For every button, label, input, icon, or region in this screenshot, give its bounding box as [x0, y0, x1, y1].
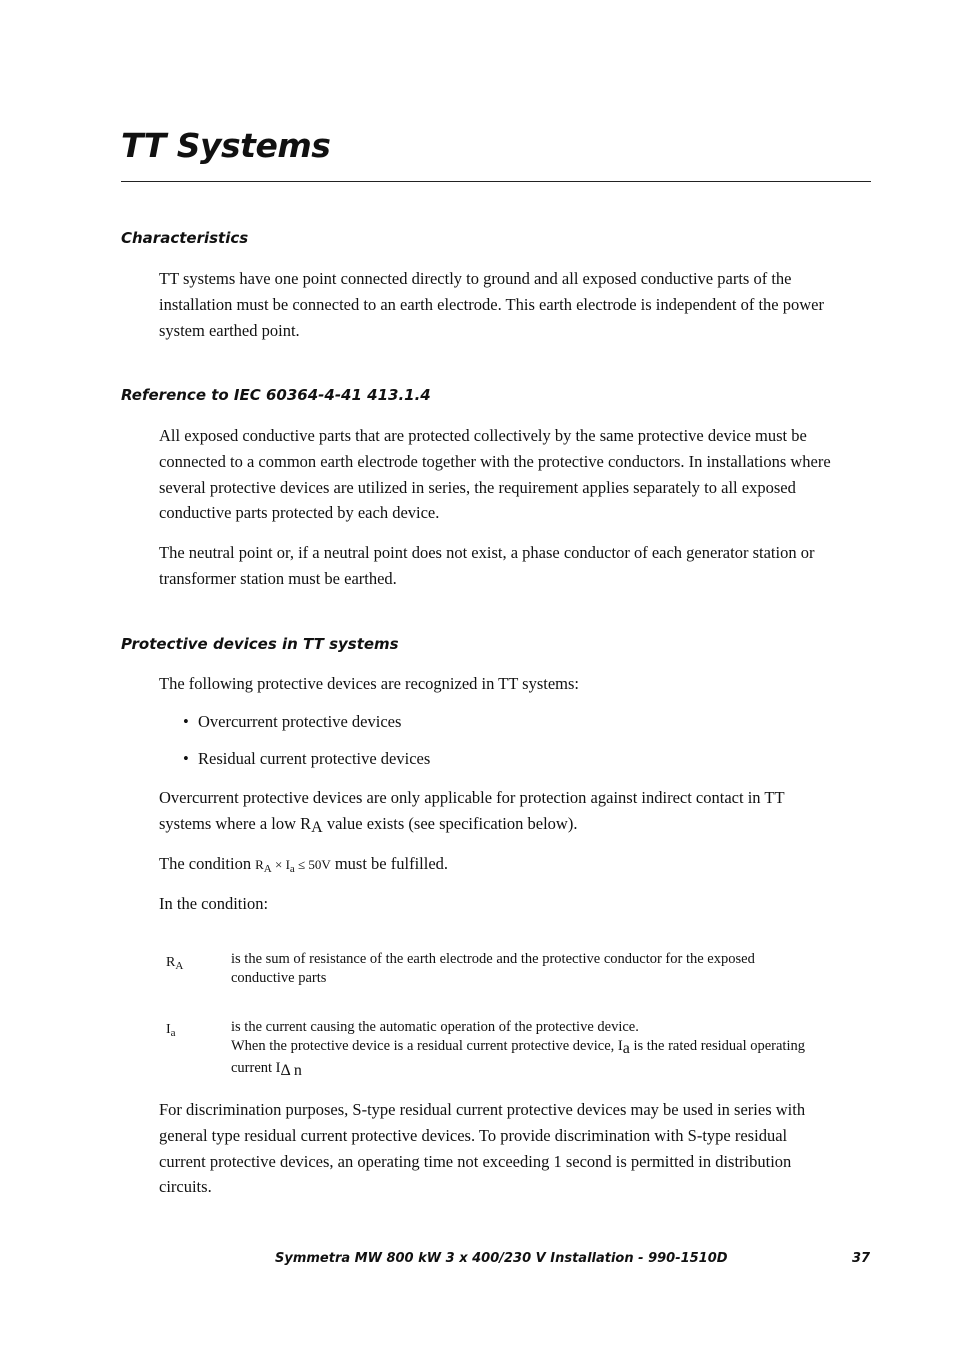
subscript: A: [175, 960, 184, 972]
text-line: is the sum of resistance of the earth electrode and the protective conductor for the exposed: [231, 951, 755, 967]
condition-formula: [255, 857, 331, 875]
text-line: Overcurrent protective devices are only applicable for protection against indirect contact in TT: [159, 788, 785, 807]
text-fragment: is the rated residual operating: [629, 1038, 805, 1055]
footer-page-number: 37: [852, 1251, 871, 1266]
paragraph-discrimination: [159, 1097, 871, 1200]
text-line: [231, 1037, 871, 1058]
text-line: All exposed conductive parts that are protected collectively by the same protective device must be: [159, 426, 807, 445]
text-line: installation must be connected to an earth electrode. This earth electrode is independent of the power: [159, 294, 824, 314]
subscript: A: [263, 863, 272, 875]
text-line: conductive parts: [231, 970, 327, 987]
definition-text-ia: [231, 1018, 871, 1080]
definition-symbol-ra: [166, 953, 183, 976]
text-fragment: value exists (see specification below).: [322, 813, 578, 833]
text-line: [159, 811, 871, 841]
subscript: a: [622, 1040, 630, 1058]
title-divider: [121, 181, 871, 182]
subscript: A: [311, 818, 323, 836]
paragraph-overcurrent: [159, 785, 871, 841]
definition-symbol-ia: [166, 1020, 176, 1043]
text-line: circuits.: [159, 1177, 212, 1197]
definition-text-ra: [231, 950, 871, 989]
text-line: several protective devices are utilized in series, the requirement applies separately to all exposed: [159, 477, 796, 497]
heading-protective-devices: Protective devices in TT systems: [121, 635, 399, 653]
text-line: system earthed point.: [159, 320, 300, 340]
text-fragment: systems where a low R: [159, 813, 312, 833]
list-item-label: Overcurrent protective devices: [198, 712, 402, 731]
page-title: TT Systems: [121, 126, 331, 165]
bullet-icon: •: [183, 712, 189, 731]
formula-operator: ≤ 50V: [294, 857, 331, 872]
paragraph-characteristics: [159, 266, 871, 343]
formula-symbol: R: [255, 857, 264, 872]
text-fragment: The condition: [159, 854, 252, 873]
text-line: is the current causing the automatic operation of the protective device.: [231, 1019, 639, 1035]
text-fragment: current I: [231, 1059, 281, 1076]
list-item: [183, 748, 430, 770]
text-line: general type residual current protective devices. To provide discrimination with S-type residual: [159, 1125, 788, 1145]
formula-operator: × I: [271, 857, 290, 872]
subscript: Δ n: [280, 1061, 302, 1079]
text-line: current protective devices, an operating time not exceeding 1 second is permitted in distribution: [159, 1151, 792, 1171]
text-fragment: must be fulfilled.: [334, 854, 449, 873]
paragraph-reference-1: [159, 423, 871, 526]
text-line: [231, 1059, 871, 1080]
symbol: R: [166, 955, 176, 970]
text-line: The neutral point or, if a neutral point does not exist, a phase conductor of each generator station or: [159, 543, 815, 562]
bullet-icon: •: [183, 749, 189, 768]
list-item-label: Residual current protective devices: [198, 749, 431, 768]
symbol: I: [166, 1022, 171, 1037]
subscript: a: [289, 863, 295, 875]
footer-document-title: Symmetra MW 800 kW 3 x 400/230 V Installation - 990-1510D: [275, 1251, 728, 1266]
text-line: transformer station must be earthed.: [159, 568, 397, 588]
heading-characteristics: Characteristics: [121, 229, 249, 247]
text-line: For discrimination purposes, S-type residual current protective devices may be used in series with: [159, 1100, 806, 1119]
text-line: conductive parts protected by each device.: [159, 503, 440, 523]
paragraph-condition: [159, 851, 871, 883]
list-item: [183, 711, 401, 733]
text-line: connected to a common earth electrode together with the protective conductors. In installations where: [159, 451, 831, 471]
paragraph-in-condition: In the condition:: [159, 894, 269, 913]
paragraph-reference-2: [159, 540, 871, 592]
subscript: a: [170, 1027, 176, 1039]
paragraph-intro: The following protective devices are recognized in TT systems:: [159, 674, 580, 693]
heading-reference: Reference to IEC 60364-4-41 413.1.4: [121, 386, 431, 404]
text-line: TT systems have one point connected directly to ground and all exposed conductive parts of the: [159, 269, 792, 288]
text-fragment: When the protective device is a residual current protective device, I: [231, 1038, 623, 1055]
